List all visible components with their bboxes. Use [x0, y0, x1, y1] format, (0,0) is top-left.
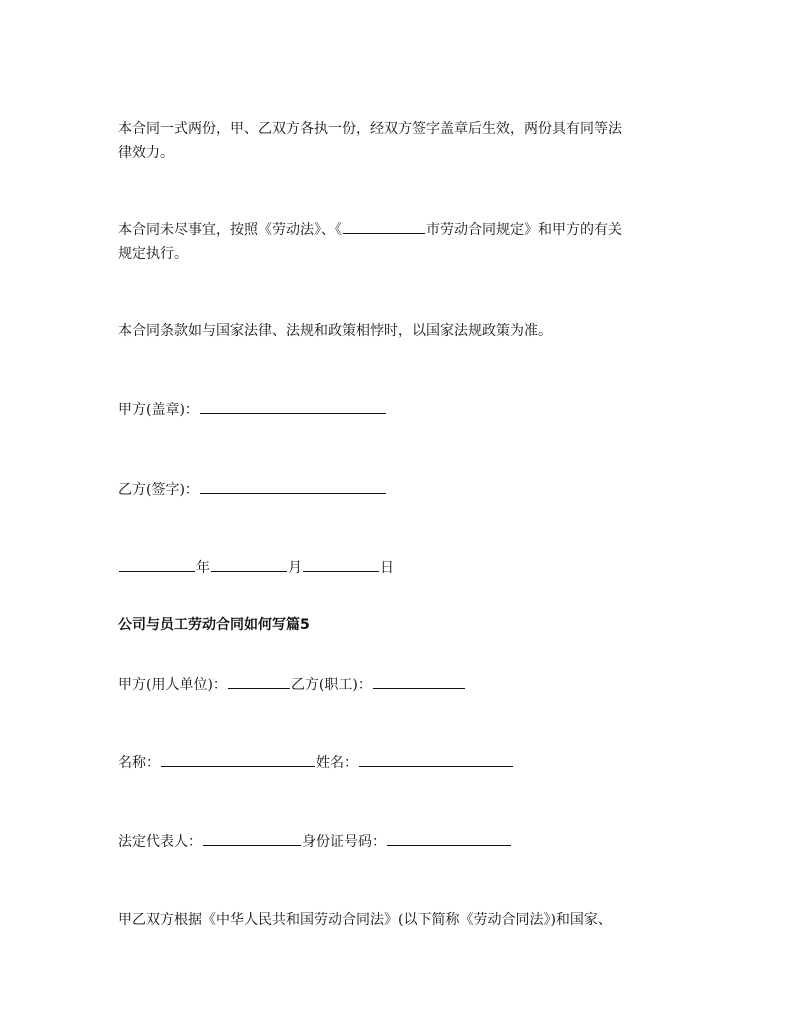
contract-basis-line: 甲乙双方根据《中华人民共和国劳动合同法》(以下简称《劳动合同法》)和国家、 — [118, 912, 612, 928]
employee-blank — [373, 674, 465, 689]
paragraph-copies — [118, 117, 678, 165]
year-label: 年 — [196, 560, 210, 576]
city-blank — [343, 219, 425, 234]
unresolved-text-part2: 市劳动合同规定》和甲方的有关 — [426, 222, 622, 238]
paragraph-conflict: 本合同条款如与国家法律、法规和政策相悖时，以国家法规政策为准。 — [118, 323, 552, 339]
paragraph-copies-line2: 律效力。 — [118, 145, 174, 161]
id-label: 身份证号码： — [302, 834, 386, 850]
paragraph-unresolved-line1 — [118, 218, 678, 242]
employer-label: 甲方(用人单位)： — [118, 677, 227, 693]
id-blank — [387, 831, 511, 846]
month-blank — [211, 557, 287, 572]
employee-label: 乙方(职工)： — [290, 677, 372, 693]
parties-line — [118, 673, 678, 697]
legal-rep-label: 法定代表人： — [118, 834, 202, 850]
month-label: 月 — [288, 560, 302, 576]
year-blank — [119, 557, 195, 572]
name-label: 名称： — [118, 755, 160, 771]
date-line — [118, 556, 678, 580]
employer-blank — [228, 674, 290, 689]
legal-rep-blank — [203, 831, 301, 846]
day-label: 日 — [380, 560, 394, 576]
party-a-seal-line — [118, 398, 678, 422]
paragraph-unresolved — [118, 218, 678, 266]
party-b-sign-blank — [200, 479, 386, 494]
names-line — [118, 751, 678, 775]
party-b-sign-line — [118, 478, 678, 502]
paragraph-unresolved-line2: 规定执行。 — [118, 246, 188, 262]
day-blank — [303, 557, 379, 572]
party-a-seal-label: 甲方(盖章)： — [118, 402, 199, 418]
company-name-blank — [161, 752, 315, 767]
section-heading: 公司与员工劳动合同如何写篇5 — [118, 617, 310, 633]
party-a-seal-blank — [200, 399, 386, 414]
representative-line — [118, 830, 678, 854]
unresolved-text-part1: 本合同未尽事宜，按照《劳动法》、《 — [118, 222, 342, 238]
party-b-sign-label: 乙方(签字)： — [118, 482, 199, 498]
person-name-blank — [359, 752, 513, 767]
person-name-label: 姓名： — [316, 755, 358, 771]
paragraph-copies-line1: 本合同一式两份，甲、乙双方各执一份，经双方签字盖章后生效，两份具有同等法 — [118, 121, 622, 137]
